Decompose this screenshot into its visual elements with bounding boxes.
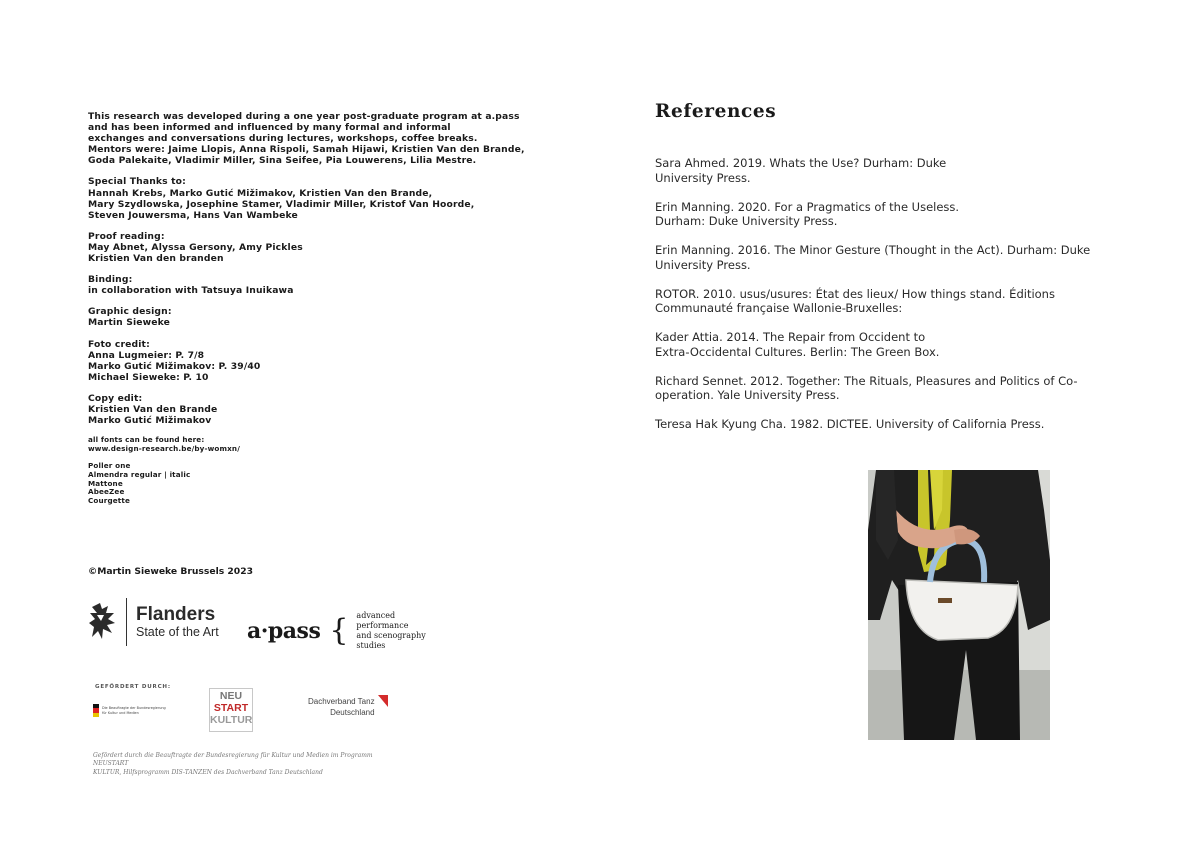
neustart-kultur-logo [209,688,253,732]
reference-item: Kader Attia. 2014. The Repair from Occident to Extra-Occidental Cultures. Berlin: The Green Box. [655,330,940,359]
references-list [655,156,1095,446]
flanders-logo [88,598,219,646]
intro-text: This research was developed during a one year post-graduate program at a.pass and has been informed and influenced by many formal and informal exchanges and conversations during lectures, workshops, coffee breaks. Mentors were: Jaime Llopis, Anna Rispoli, Samah Hijawi, Kristien Van den Brande, Goda Palekaite, Vladimir Miller, Sina Seifee, Pia Louwerens, Lilia Mestre. [88,111,525,167]
apass-logo [247,611,448,651]
colophon [88,111,548,514]
flanders-lion-icon [88,601,118,643]
apass-brace-icon: { [329,613,349,648]
photo-illustration [868,470,1050,740]
dachverband-triangle-icon [378,695,388,707]
dachverband-tanz-logo: Dachverband Tanz Deutschland [308,697,375,717]
flanders-title: Flanders [136,603,216,625]
gefoerdert-label: GEFÖRDERT DURCH: [95,684,171,690]
copy-edit-credit: Copy edit: Kristien Van den Brande Marko Gutić Mižimakov [88,392,218,427]
neustart-neu: NEU [219,690,243,702]
reference-item: Sara Ahmed. 2019. Whats the Use? Durham: Duke University Press. [655,156,947,185]
special-thanks: Special Thanks to: Hannah Krebs, Marko Gutić Mižimakov, Kristien Van den Brande, Mary Szydlowska, Josephine Stamer, Vladimir Miller, Kristof Van Hoorde, Steven Jouwersma, Hans Van Wambeke [88,176,475,221]
apass-subtitle: advanced performance and scenography studies [356,611,426,650]
fonts-list: Poller one Almendra regular | italic Mattone AbeeZee Courgette [88,461,191,505]
german-flag-icon [93,704,99,717]
apass-name: a·pass [247,618,321,644]
copyright: ©Martin Sieweke Brussels 2023 [88,566,253,577]
binding-credit: Binding: in collaboration with Tatsuya Inuikawa [88,274,294,297]
neustart-kultur: KULTUR [210,714,253,726]
reference-item: Teresa Hak Kyung Cha. 1982. DICTEE. University of California Press. [655,417,1045,432]
reference-item: ROTOR. 2010. usus/usures: État des lieux/ How things stand. Éditions Communauté française Wallonie-Bruxelles: [655,286,1055,316]
proof-reading: Proof reading: May Abnet, Alyssa Gersony, Amy Pickles Kristien Van den branden [88,230,303,265]
reference-item: Erin Manning. 2020. For a Pragmatics of the Useless. Durham: Duke University Press. [655,199,960,229]
flanders-divider [126,598,127,646]
foto-credit: Foto credit: Anna Lugmeier: P. 7/8 Marko Gutić Mižimakov: P. 39/40 Michael Sieweke: P. 10 [88,338,261,383]
funding-footnote: Gefördert durch die Beauftragte der Bundesregierung für Kultur und Medien im Programm NEUSTART KULTUR, Hilfsprogramm DIS-TANZEN des Dachverband Tanz Deutschland [93,752,373,776]
flanders-text [136,605,219,640]
neustart-start: START [213,702,249,714]
photo-person-with-bag [868,470,1050,740]
references-title: References [655,101,777,122]
bkm-logo [93,704,166,717]
reference-item: Erin Manning. 2016. The Minor Gesture (Thought in the Act). Durham: Duke University Press. [655,243,1091,272]
sponsor-logos [88,598,448,650]
reference-item: Richard Sennet. 2012. Together: The Rituals, Pleasures and Politics of Co- operation. Yale University Press. [655,373,1078,403]
graphic-design-credit: Graphic design: Martin Sieweke [88,306,172,329]
bkm-text: Die Beauftragte der Bundesregierung für Kultur und Medien [102,706,166,715]
fonts-note: all fonts can be found here: www.design-research.be/by-womxn/ [88,435,240,453]
flanders-subtitle: State of the Art [136,624,219,639]
